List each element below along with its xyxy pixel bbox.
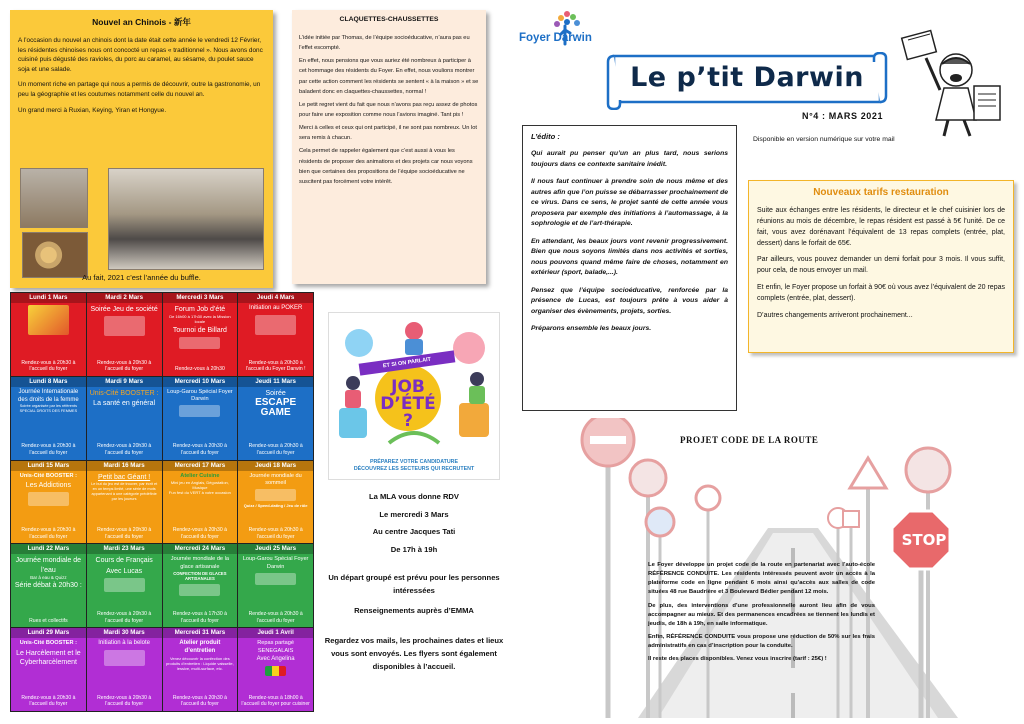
calendar-title: Journée mondiale de l’eau	[15, 557, 82, 574]
poster-footer	[333, 459, 495, 473]
edito-paragraph: Qui aurait pu penser qu’un an plus tard, nous serions toujours dans ce contexte sanitaire inédit.	[531, 150, 728, 168]
calendar-day: Mardi 9 Mars	[87, 377, 162, 387]
calendar-note: Rendez-vous à 20h30	[174, 366, 225, 373]
tarifs-paragraph: Et enfin, le Foyer propose un forfait à 90€ où vous avez l’équivalent de 20 repas complets (entrée, plat, dessert).	[757, 284, 1005, 302]
mla-line: Un départ groupé est prévu pour les personnes intéressées	[328, 573, 500, 595]
calendar-cell	[238, 377, 313, 460]
road-paragraph: De plus, des interventions d’une professionnelle auront lieu afin de vous accompagner au mieux. Et des permanences encadrées se tiennent les lundis et jeudis, de 18h à 19h, en salle informatique.	[648, 602, 875, 627]
meal-photo	[20, 168, 88, 228]
calendar-title: Cours de Français	[95, 557, 153, 565]
calendar-day: Lundi 8 Mars	[11, 377, 86, 387]
calendar-day: Mercredi 10 Mars	[163, 377, 238, 387]
calendar-title-2: Les Addictions	[25, 481, 71, 489]
calendar-title-2: Avec Lucas	[106, 567, 143, 575]
mla-line: La MLA vous donne RDV	[368, 492, 459, 501]
article-paragraph: Un grand merci à Ruxian, Keying, Yiran et Hongyue.	[18, 106, 167, 114]
calendar-title-2: La santé en général	[93, 399, 156, 407]
issue-number: N°4 : MARS 2021	[802, 111, 884, 121]
poster-banner: ET SI ON PARLAIT	[359, 350, 456, 375]
calendar-day: Lundi 22 Mars	[11, 544, 86, 554]
calendar-day: Mercredi 31 Mars	[163, 628, 238, 638]
mla-line: De 17h à 19h	[390, 544, 438, 554]
calendar-title: Repas partagé SENEGALAIS	[257, 640, 294, 654]
article-title: Nouvel an Chinois - 新年	[92, 17, 191, 27]
edito-box	[522, 125, 737, 411]
calendar-cell	[163, 628, 238, 711]
calendar-day: Mercredi 3 Mars	[163, 293, 238, 303]
newsletter-title: Le p’tit Darwin	[630, 62, 864, 93]
calendar-day: Mardi 16 Mars	[87, 461, 162, 471]
edito-paragraph: Il nous faut continuer à prendre soin de nous même et des autres afin que l’on puisse se débarrasser prochainement de ce virus. Dans ce sens, le projet santé de cette année vous proposera par exemple des initiations à l’automassage, à la sophrologie et de l’art-thérapie.	[531, 178, 728, 228]
werewolf-image	[179, 405, 220, 417]
calendar-title-2: Tournoi de Billard	[172, 326, 227, 334]
card-game-image	[104, 650, 145, 666]
road-project-text	[648, 561, 875, 668]
calendar-note: Rendez-vous à 20h30 à l’accueil du foyer	[248, 443, 303, 456]
calendar-note: Rendez-vous à 20h30 à l’accueil du foyer	[97, 443, 152, 456]
article-title: CLAQUETTES-CHAUSSETTES	[339, 16, 439, 23]
calendar-title: Atelier produit d’entretien	[179, 640, 221, 655]
calendar-day: Jeudi 4 Mars	[238, 293, 313, 303]
poster-footer-line: DÉCOUVREZ LES SECTEURS QUI RECRUTENT	[353, 466, 475, 473]
calendar-title: Unis-Cité BOOSTER :	[19, 472, 77, 479]
tarifs-paragraph: Par ailleurs, vous pouvez demander un demi forfait pour 3 mois. Il vous suffit, pour cela, de nous envoyer un mail.	[757, 256, 1005, 275]
road-paragraph: Il reste des places disponibles. Venez vous inscrire (tarif : 25€) !	[648, 656, 827, 663]
poker-image	[255, 315, 296, 335]
article-paragraph: A l’occasion du nouvel an chinois dont la date était cette année le vendredi 12 Février, les résidentes chinoises nous ont concocté un repas « traditionnel ». Nous avons donc cuisiné puis dégusté des ravioles, du porc au caramel, au sésame, du poulet sauce soja et une salade.	[18, 37, 263, 73]
dumplings-photo	[22, 232, 88, 278]
chinese-new-year-article	[10, 10, 273, 288]
calendar-subtitle: Venez découvrir la confection des produits d’entretien : Liquide vaisselle, lessive, multi-surface, etc.	[165, 655, 234, 672]
edito-paragraph: Préparons ensemble les beaux jours.	[531, 325, 652, 333]
calendar-note: Rendez-vous à 20h30 à l’accueil du foyer	[97, 694, 152, 708]
calendar-day: Lundi 29 Mars	[11, 628, 86, 638]
calendar-day: Jeudi 18 Mars	[238, 461, 313, 471]
board-game-image	[104, 316, 145, 336]
road-paragraph: Le Foyer développe un projet code de la route en partenariat avec l’auto-école RÉFÉRENCE CONDUITE. Les résidents intéressés peuvent avoir un accès à la plateforme code en ligne pendant 6 mois ainsi qu’accès aux salles de code situées 48 rue Baudrière et 3 Boulevard Bédier pendant 12 mois.	[648, 562, 875, 596]
calendar-cell	[163, 377, 238, 460]
senegal-flag-icon	[265, 666, 286, 676]
calendar-note: Rendez-vous à 20h30 à l’accueil du foyer	[97, 527, 152, 540]
billiard-image	[179, 337, 220, 349]
calendar-cell	[238, 461, 313, 544]
calendar-note: Rendez-vous à 20h30 à l’accueil du Foyer Darwin !	[245, 359, 306, 373]
calendar-cell	[87, 628, 162, 711]
calendar-note: Rendez-vous à 18h00 à l’accueil du foyer pour cuisiner	[241, 694, 310, 708]
calendar-title: Atelier Cuisine	[180, 472, 220, 479]
edito-paragraph: En attendant, les beaux jours vont revenir progressivement. Bien que nous soyons limités dans nos activités et sorties, nous pouvons quand même faire de choses, notamment en extérieur (sport, balade,...).	[531, 237, 728, 277]
calendar-title: Petit bac Géant !	[98, 473, 151, 481]
mla-line: Regardez vos mails, les prochaines dates et lieux vous sont envoyés. Les flyers sont également disponibles à l’accueil.	[324, 635, 504, 672]
calendar-title: Unis-Cité BOOSTER :	[19, 640, 77, 647]
calendar-subtitle: Bar à eau & Quizz	[30, 574, 67, 580]
calendar-note: Rendez-vous à 20h30 à l’accueil du foyer	[172, 443, 227, 456]
calendar-title-2: Avec Angelina	[256, 655, 295, 662]
calendar-cell	[11, 293, 86, 376]
escape-game-logo: ESCAPE GAME	[255, 396, 297, 418]
logo-name: Foyer Darwin	[519, 32, 592, 44]
foyer-darwin-logo	[517, 8, 619, 52]
digital-notice: Disponible en version numérique sur votre mail	[753, 136, 895, 143]
calendar-day: Mardi 23 Mars	[87, 544, 162, 554]
calendar-cell	[163, 544, 238, 627]
article-paragraph: Un moment riche en partage qui nous a permis de découvrir, outre la gastronomie, un peu la géographie et les coutumes notamment celle du nouvel an.	[18, 81, 261, 99]
calendar-cell	[87, 461, 162, 544]
tarifs-paragraph: Suite aux échanges entre les résidents, le directeur et le chef cuisinier lors de réunions au mois de décembre, le repas résident est passé à 5€ l’unité. De ce fait, vous avez dorénavant l’équivalent de 13 repas complets (entrée, plat, dessert) dans le forfait de 65€.	[757, 207, 1005, 247]
mla-line: Le mercredi 3 Mars	[379, 509, 449, 519]
calendar-day: Jeudi 1 Avril	[238, 628, 313, 638]
calendar-day: Mercredi 24 Mars	[163, 544, 238, 554]
werewolf-image	[255, 573, 296, 585]
group-photo	[108, 168, 264, 270]
calendar-day: Mardi 2 Mars	[87, 293, 162, 303]
calendar-subtitle: Soirée organisée par les référents SPECIAL DROITS DES FEMMES	[19, 404, 78, 414]
calendar-cell	[163, 461, 238, 544]
times-up-game-image	[28, 305, 69, 335]
calendar-cell	[87, 544, 162, 627]
calendar-cell	[238, 628, 313, 711]
road-project-title: PROJET CODE DE LA ROUTE	[680, 435, 819, 445]
mla-line: Au centre Jacques Tati	[372, 527, 456, 536]
calendar-subtitle: CONFECTION DE GLACES ARTISANALES	[173, 570, 227, 582]
calendar-subtitle: Mini jeu en Anglais, Dégustation, Musique	[170, 479, 229, 491]
calendar-note: Rendez-vous à 20h30 à l’accueil du foyer	[21, 443, 76, 456]
calendar-title-2: Le Harcèlement et le Cyberharcèlement	[16, 649, 81, 666]
calendar-title: Forum Job d’été	[174, 306, 226, 314]
calendar-title: Soirée Jeu de société	[90, 306, 158, 314]
tarifs-title: Nouveaux tarifs restauration	[813, 187, 949, 198]
calendar-cell	[11, 544, 86, 627]
article-paragraph: Merci à celles et ceux qui ont participé, il ne sont pas nombreux. Un lot sera remis à chacun.	[299, 125, 477, 142]
calendar-cell	[11, 628, 86, 711]
calendar-day: Jeudi 25 Mars	[238, 544, 313, 554]
calendar-title: Journée mondiale du sommeil	[249, 472, 302, 486]
calendar-day: Lundi 1 Mars	[11, 293, 86, 303]
poster-footer-line: PRÉPAREZ VOTRE CANDIDATURE	[369, 459, 459, 466]
article-paragraph: Cela permet de rappeler également que c’est aussi à vous les résidents de proposer des animations et des projets car nous voyons bien que certaines des propositions de l’équipe socioéducative ne suscitent pas forcément votre intérêt.	[299, 148, 473, 185]
calendar-title-2: Fun fest du VERT à votre occasion	[168, 490, 231, 496]
calendar-title: Loup-Garou Spécial Foyer Darwin	[167, 388, 233, 403]
calendar-title: Soirée	[265, 389, 286, 397]
newsboy-illustration	[896, 28, 1008, 140]
activities-calendar	[10, 292, 314, 712]
photo-caption: Au fait, 2021 c’est l’année du buffle.	[82, 273, 201, 282]
calendar-note: Rues et collectifs	[29, 617, 68, 624]
calendar-note: Rendez-vous à 20h30 à l’accueil du foyer	[97, 359, 152, 373]
calendar-cell	[238, 293, 313, 376]
calendar-day: Mardi 30 Mars	[87, 628, 162, 638]
ice-cream-image	[179, 584, 220, 596]
article-paragraph: L’idée initiée par Thomas, de l’équipe socioéducative, n’aura pas eu l’effet escompté.	[299, 35, 470, 52]
sleep-image	[255, 489, 296, 501]
calendar-cell	[11, 461, 86, 544]
article-paragraph: Le petit regret vient du fait que nous n’avons pas reçu assez de photos pour faire une exposition comme nous l’avions imaginé. Tant pis !	[299, 101, 478, 118]
edito-heading: L’édito :	[531, 132, 560, 141]
calendar-note: Rendez-vous à 20h30 à l’accueil du foyer	[172, 694, 227, 708]
calendar-note: Rendez-vous à 20h30 à l’accueil du foyer	[21, 359, 76, 373]
calendar-note: Rendez-vous à 20h30 à l’accueil du foyer	[21, 694, 76, 708]
road-paragraph: Enfin, RÉFÉRENCE CONDUITE vous propose une réduction de 50% sur les frais administratifs en cas d’inscription pour la conduite.	[648, 633, 875, 650]
calendar-title: Loup-Garou Spécial Foyer Darwin	[242, 556, 309, 570]
calendar-title-2: Série débat à 20h30 :	[14, 582, 82, 590]
tarifs-box	[748, 180, 1014, 353]
mla-line: Renseignements auprès d’EMMA	[354, 606, 474, 616]
calendar-day: Mercredi 17 Mars	[163, 461, 238, 471]
calendar-day: Jeudi 11 Mars	[238, 377, 313, 387]
stop-sign-label: STOP	[901, 531, 947, 549]
calendar-title: Initiation au POKER	[248, 305, 303, 312]
calendar-cell	[87, 293, 162, 376]
calendar-title: Journée mondiale de la glace artisanale	[170, 556, 229, 570]
calendar-title: Initiation à la belote	[98, 640, 150, 647]
calendar-note: Rendez-vous à 20h30 à l’accueil du foyer	[97, 610, 152, 624]
claquettes-article	[292, 10, 486, 284]
calendar-cell	[11, 377, 86, 460]
calendar-cell	[163, 293, 238, 376]
calendar-subtitle: De 16h00 à 17h30 avec la Mission locale	[169, 314, 231, 325]
calendar-note: Rendez-vous à 17h30 à l’accueil du foyer	[172, 610, 227, 624]
calendar-note: Rendez-vous à 20h30 à l’accueil du foyer	[172, 527, 227, 540]
calendar-note: Rendez-vous à 20h30 à l’accueil du foyer	[248, 610, 303, 624]
calendar-note: Rendez-vous à 20h30 à l’accueil du foyer	[21, 527, 76, 540]
calendar-note: Rendez-vous à 20h30 à l’accueil du foyer	[248, 527, 303, 540]
french-class-image	[104, 578, 145, 592]
addictions-image	[28, 492, 69, 506]
calendar-title: Journée Internationale des droits de la femme	[18, 388, 79, 403]
poster-job-title: JOB D’ÉTÉ ?	[380, 377, 436, 431]
article-paragraph: En effet, nous pensions que vous auriez été nombreux à participer à cet hommage des résidents du Foyer. En effet, nous voulions montrer par cette action comment les résidents se sentent « à la maison » et se baladent donc en claquettes-chaussettes, normal !	[299, 58, 479, 95]
calendar-day: Lundi 15 Mars	[11, 461, 86, 471]
job-ete-poster	[328, 312, 500, 480]
calendar-title: Unis-Cité BOOSTER :	[89, 389, 159, 397]
tarifs-paragraph: D’autres changements arriveront prochainement...	[757, 311, 913, 319]
mla-announcement	[318, 492, 510, 682]
calendar-cell	[238, 544, 313, 627]
calendar-subtitle: Quizz / Speed-dating / Jeu de rôle	[243, 503, 308, 509]
calendar-subtitle: Le but du jeu est de trouver, par écrit et en un temps limité, une série de mots appartenant à une catégorie prédéfinie par les joueurs	[91, 481, 158, 501]
edito-paragraph: Pensez que l’équipe socioéducative, renforcée par la présence de Lucas, est toujours prête à vous aider à organiser des évènements, projets, sorties.	[531, 286, 728, 315]
calendar-cell	[87, 377, 162, 460]
